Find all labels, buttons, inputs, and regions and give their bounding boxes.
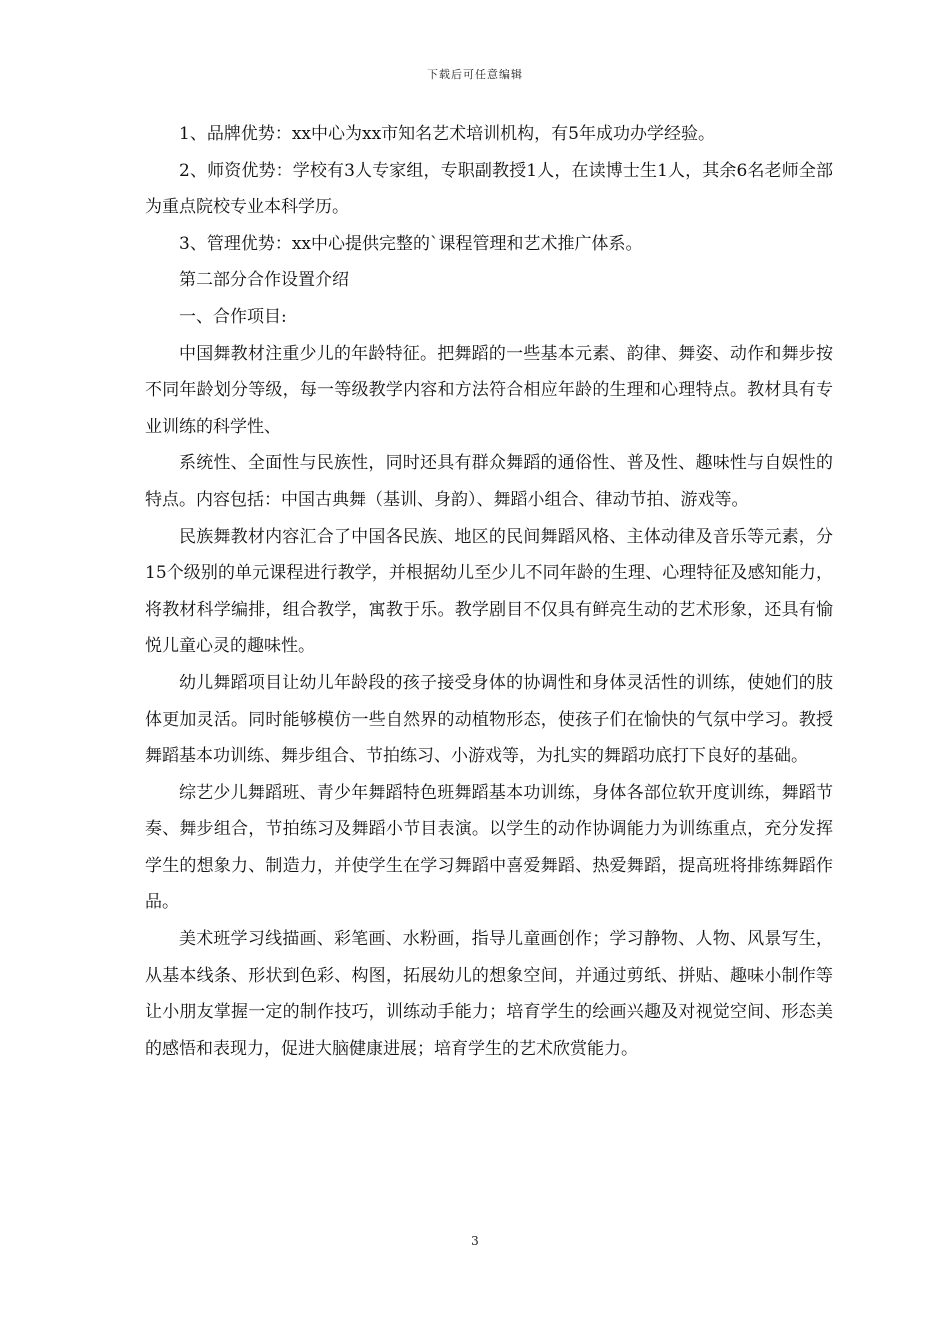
paragraph-kids-dance: 幼儿舞蹈项目让幼儿年龄段的孩子接受身体的协调性和身体灵活性的训练，使她们的肢体更加灵活。同时能够模仿一些自然界的动植物形态，使孩子们在愉快的气氛中学习。教授舞蹈基本功训练、舞步组合、节拍练习、小游戏等，为扎实的舞蹈功底打下良好的基础。 <box>145 672 833 767</box>
paragraph-folk-dance: 民族舞教材内容汇合了中国各民族、地区的民间舞蹈风格、主体动律及音乐等元素，分15个级别的单元课程进行教学，并根据幼儿至少儿不同年龄的生理、心理特征及感知能力，将教材科学编排，组合教学，寓教于乐。教学剧目不仅具有鲜亮生动的艺术形象，还具有愉悦儿童心灵的趣味性。 <box>145 526 833 657</box>
paragraph-art-class: 美术班学习线描画、彩笔画、水粉画，指导儿童画创作；学习静物、人物、风景写生，从基本线条、形状到色彩、构图，拓展幼儿的想象空间，并通过剪纸、拼贴、趣味小制作等让小朋友掌握一定的制作技巧，训练动手能力；培育学生的绘画兴趣及对视觉空间、形态美的感悟和表现力，促进大脑健康进展；培育学生的艺术欣赏能力。 <box>145 929 833 1059</box>
paragraph-teacher-advantage: 2、师资优势：学校有3人专家组，专职副教授1人，在读博士生1人，其余6名老师全部为重点院校专业本科学历。 <box>145 160 833 218</box>
page-number: 3 <box>471 1234 479 1248</box>
paragraph-management-advantage: 3、管理优势：xx中心提供完整的`课程管理和艺术推广体系。 <box>179 233 643 254</box>
paragraph-variety-dance: 综艺少儿舞蹈班、青少年舞蹈特色班舞蹈基本功训练，身体各部位软开度训练，舞蹈节奏、舞步组合，节拍练习及舞蹈小节目表演。以学生的动作协调能力为训练重点，充分发挥学生的想象力、制造力，并使学生在学习舞蹈中喜爱舞蹈、热爱舞蹈，提高班将排练舞蹈作品。 <box>145 782 833 913</box>
subsection-heading: 一、合作项目: <box>179 306 287 327</box>
section-heading: 第二部分合作设置介绍 <box>179 270 349 291</box>
paragraph-brand-advantage: 1、品牌优势：xx中心为xx市知名艺术培训机构，有5年成功办学经验。 <box>179 124 715 144</box>
paragraph-chinese-dance-continued: 系统性、全面性与民族性，同时还具有群众舞蹈的通俗性、普及性、趣味性与自娱性的特点。内容包括：中国古典舞（基训、身韵）、舞蹈小组合、律动节拍、游戏等。 <box>145 453 833 510</box>
paragraph-chinese-dance: 中国舞教材注重少儿的年龄特征。把舞蹈的一些基本元素、韵律、舞姿、动作和舞步按不同年龄划分等级，每一等级教学内容和方法符合相应年龄的生理和心理特点。教材具有专业训练的科学性、 <box>145 343 833 437</box>
document-body <box>145 116 833 1067</box>
page-header: 下载后可任意编辑 <box>427 68 523 81</box>
